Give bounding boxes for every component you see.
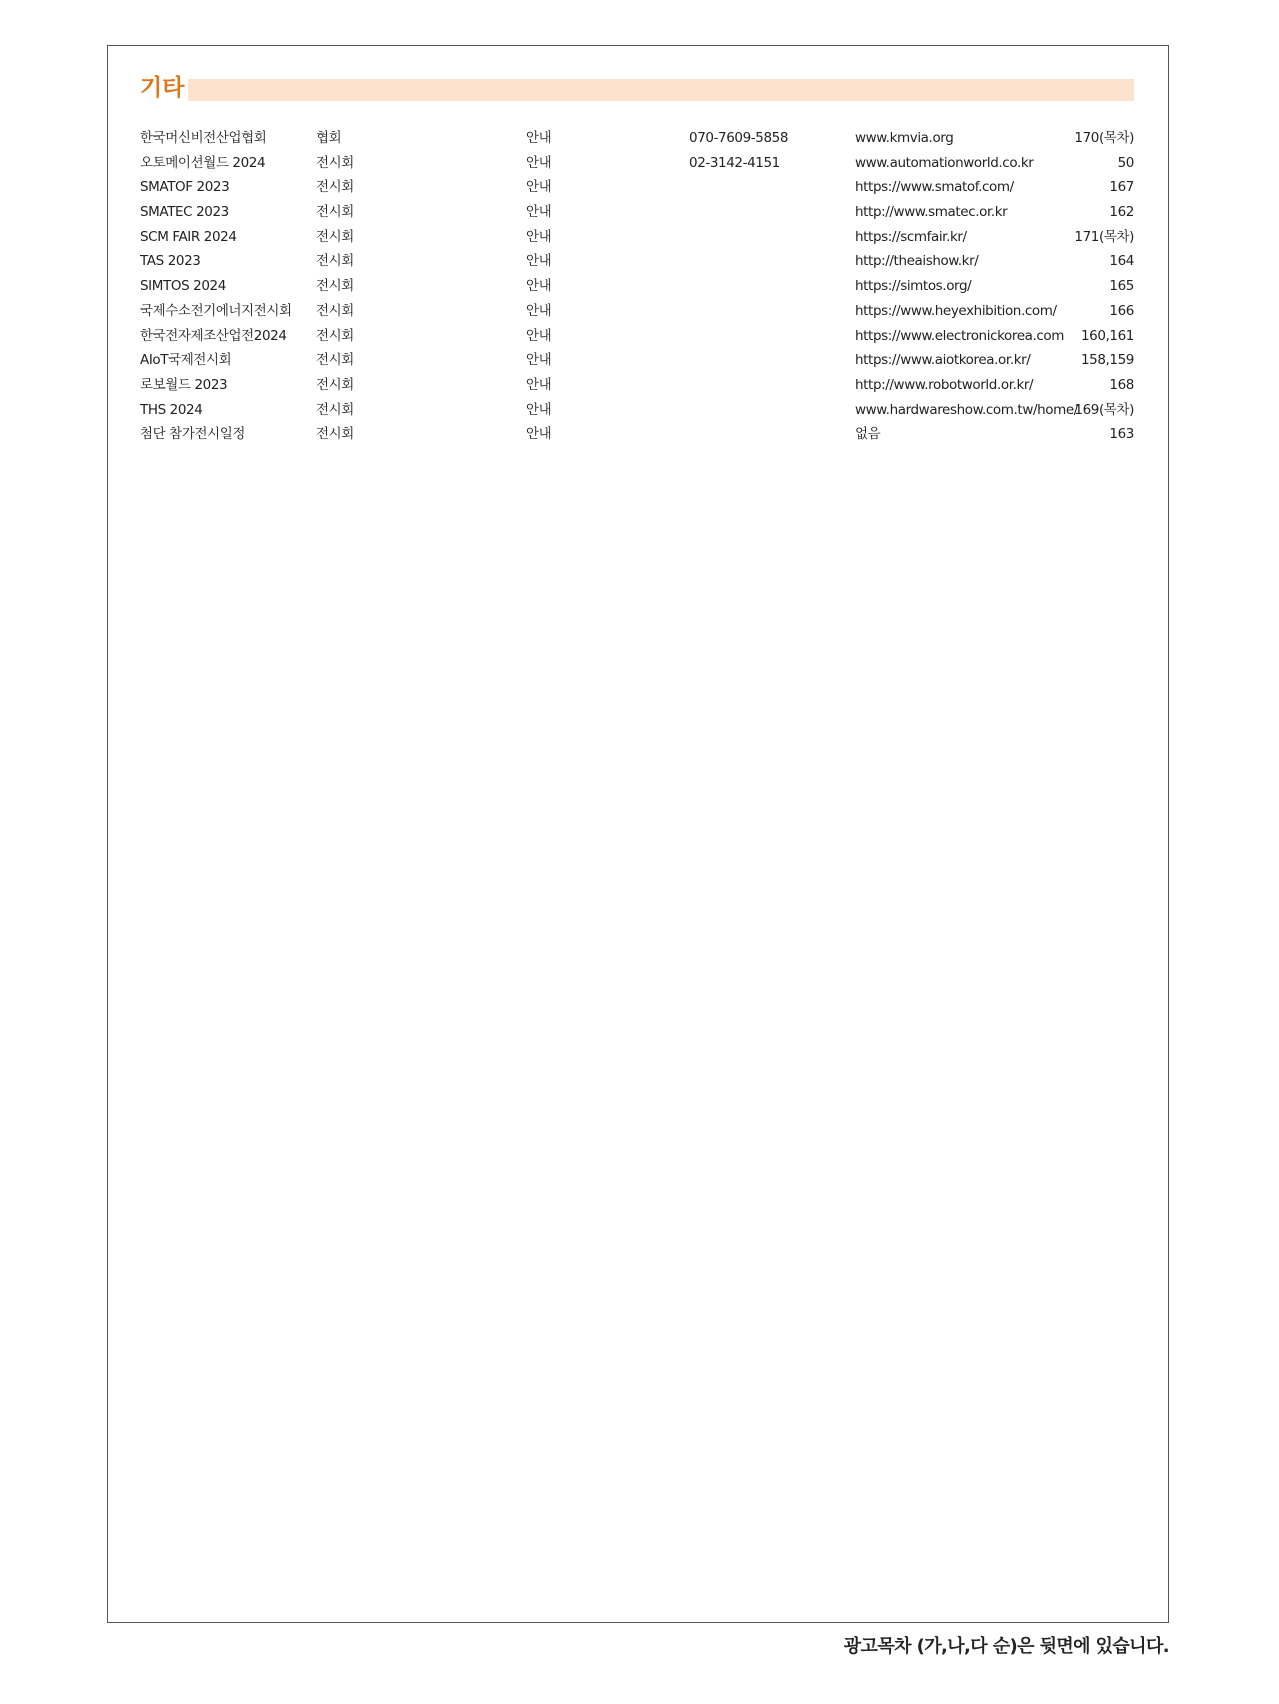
- row-url[interactable]: https://www.electronickorea.com: [855, 327, 1065, 344]
- table-row: [140, 274, 1134, 299]
- row-page: 165: [1109, 278, 1134, 295]
- row-type: 전시회: [316, 376, 354, 393]
- row-name: 한국머신비전산업협회: [140, 130, 267, 146]
- row-page: 50: [1117, 154, 1134, 171]
- row-phone: 02-3142-4151: [689, 154, 780, 171]
- table-row: [140, 398, 1134, 423]
- row-name: AIoT국제전시회: [140, 352, 232, 369]
- table-row: [140, 151, 1134, 176]
- row-type: 전시회: [316, 352, 354, 369]
- row-info: 안내: [526, 204, 552, 221]
- section-title: 기타: [140, 75, 185, 101]
- row-page: 162: [1109, 204, 1134, 221]
- table-row: [140, 175, 1134, 200]
- row-page: 166: [1109, 302, 1134, 319]
- row-type: 전시회: [316, 253, 354, 270]
- table-row: [140, 200, 1134, 225]
- row-url[interactable]: https://simtos.org/: [855, 278, 972, 295]
- row-url[interactable]: www.hardwareshow.com.tw/home/: [855, 401, 1078, 418]
- row-name: SCM FAIR 2024: [140, 228, 237, 245]
- row-url[interactable]: www.automationworld.co.kr: [855, 154, 1034, 171]
- row-type: 전시회: [316, 401, 354, 418]
- row-name: THS 2024: [140, 401, 203, 418]
- row-page: 167: [1109, 179, 1134, 196]
- table-row: [140, 225, 1134, 250]
- table-row: [140, 299, 1134, 324]
- row-name: SMATOF 2023: [140, 179, 230, 196]
- row-info: 안내: [526, 278, 552, 295]
- row-type: 전시회: [316, 228, 354, 245]
- row-type: 전시회: [316, 426, 354, 443]
- row-name: SMATEC 2023: [140, 204, 229, 221]
- row-type: 전시회: [316, 302, 354, 319]
- row-info: 안내: [526, 228, 552, 245]
- row-url[interactable]: http://www.smatec.or.kr: [855, 204, 1008, 221]
- row-url[interactable]: http://theaishow.kr/: [855, 253, 979, 270]
- table-row: [140, 249, 1134, 274]
- row-url[interactable]: https://www.aiotkorea.or.kr/: [855, 352, 1031, 369]
- row-url[interactable]: www.kmvia.org: [855, 130, 954, 146]
- row-page: 169(목차): [1074, 401, 1134, 418]
- listing-table: [140, 126, 1134, 447]
- section-title-bar: [188, 79, 1134, 101]
- row-url[interactable]: 없음: [855, 426, 881, 443]
- row-name: 로보월드 2023: [140, 376, 228, 393]
- row-page: 158,159: [1080, 352, 1134, 369]
- row-name: 국제수소전기에너지전시회: [140, 302, 292, 319]
- row-info: 안내: [526, 302, 552, 319]
- row-type: 전시회: [316, 154, 354, 171]
- row-page: 170(목차): [1074, 130, 1134, 146]
- row-url[interactable]: http://www.robotworld.or.kr/: [855, 376, 1034, 393]
- footer-note: 광고목차 (가,나,다 순)은 뒷면에 있습니다.: [843, 1636, 1169, 1657]
- row-page: 171(목차): [1074, 228, 1134, 245]
- table-row: [140, 324, 1134, 349]
- row-url[interactable]: https://scmfair.kr/: [855, 228, 967, 245]
- row-info: 안내: [526, 253, 552, 270]
- row-page: 168: [1109, 376, 1134, 393]
- row-info: 안내: [526, 179, 552, 196]
- table-row: [140, 126, 1134, 151]
- row-name: SIMTOS 2024: [140, 278, 226, 295]
- table-row: [140, 348, 1134, 373]
- row-info: 안내: [526, 154, 552, 171]
- row-type: 전시회: [316, 204, 354, 221]
- row-page: 163: [1109, 426, 1134, 443]
- row-info: 안내: [526, 327, 552, 344]
- row-type: 협회: [316, 130, 342, 146]
- row-url[interactable]: https://www.smatof.com/: [855, 179, 1014, 196]
- row-type: 전시회: [316, 327, 354, 344]
- section-header: [140, 76, 1134, 102]
- table-row: [140, 422, 1134, 447]
- row-type: 전시회: [316, 179, 354, 196]
- row-info: 안내: [526, 352, 552, 369]
- row-info: 안내: [526, 401, 552, 418]
- row-info: 안내: [526, 426, 552, 443]
- row-info: 안내: [526, 130, 552, 146]
- row-name: TAS 2023: [140, 253, 201, 270]
- row-page: 160,161: [1080, 327, 1134, 344]
- table-row: [140, 373, 1134, 398]
- row-url[interactable]: https://www.heyexhibition.com/: [855, 302, 1057, 319]
- row-type: 전시회: [316, 278, 354, 295]
- row-name: 한국전자제조산업전2024: [140, 327, 287, 344]
- row-name: 오토메이션월드 2024: [140, 154, 266, 171]
- row-name: 첨단 참가전시일정: [140, 426, 246, 443]
- row-page: 164: [1109, 253, 1134, 270]
- row-phone: 070-7609-5858: [689, 130, 789, 146]
- row-info: 안내: [526, 376, 552, 393]
